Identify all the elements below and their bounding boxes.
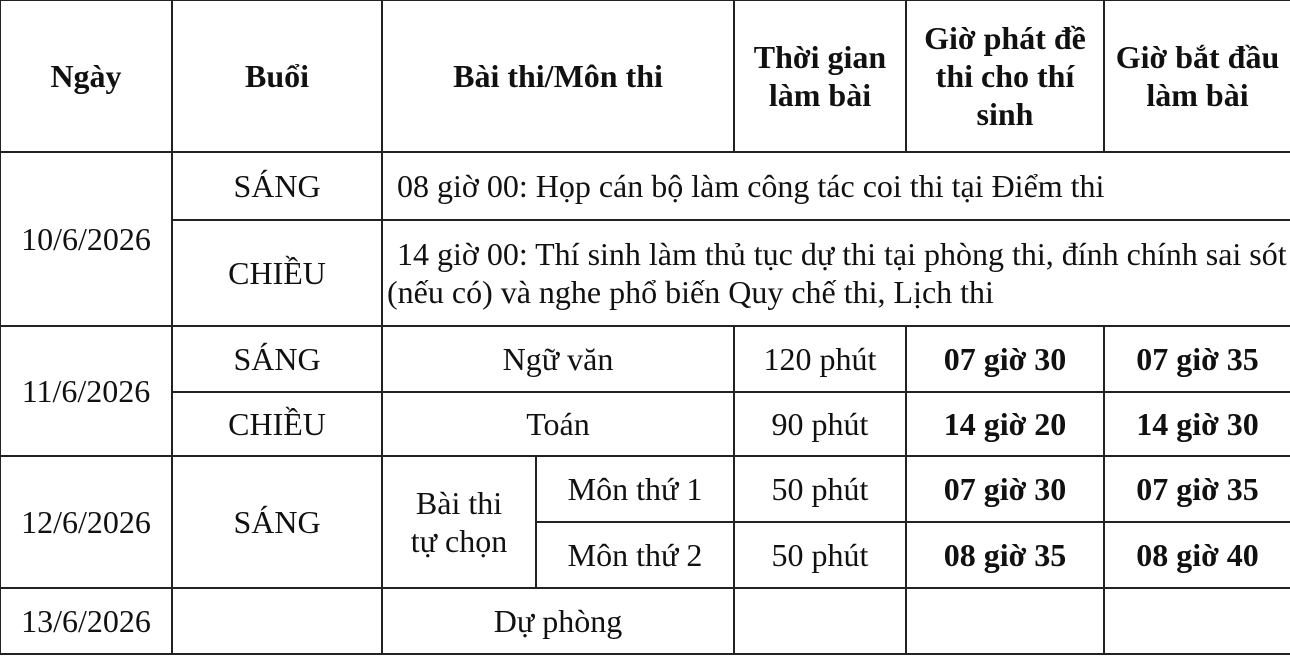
group-cell: Bài thi tự chọn [382, 456, 536, 588]
duration-cell: 50 phút [734, 456, 906, 522]
distribute-time-cell: 07 giờ 30 [906, 326, 1104, 392]
empty-cell [906, 588, 1104, 654]
date-cell: 12/6/2026 [0, 456, 172, 588]
header-gio-phat-de: Giờ phát đề thi cho thí sinh [906, 0, 1104, 152]
start-time-cell: 14 giờ 30 [1104, 392, 1290, 456]
session-cell: CHIỀU [172, 392, 382, 456]
distribute-time-cell: 14 giờ 20 [906, 392, 1104, 456]
note-cell: 08 giờ 00: Họp cán bộ làm công tác coi thi tại Điểm thi [382, 152, 1290, 220]
header-row [0, 0, 1290, 152]
subject-cell: Ngữ văn [382, 326, 734, 392]
session-cell: SÁNG [172, 456, 382, 588]
duration-cell: 90 phút [734, 392, 906, 456]
distribute-time-cell: 07 giờ 30 [906, 456, 1104, 522]
duration-cell: 50 phút [734, 522, 906, 588]
session-cell: SÁNG [172, 152, 382, 220]
date-cell: 10/6/2026 [0, 152, 172, 326]
start-time-cell: 07 giờ 35 [1104, 456, 1290, 522]
table-row [0, 392, 1290, 456]
start-time-cell: 08 giờ 40 [1104, 522, 1290, 588]
subject-cell: Môn thứ 1 [536, 456, 734, 522]
header-ngay: Ngày [0, 0, 172, 152]
table-row [0, 326, 1290, 392]
session-cell: SÁNG [172, 326, 382, 392]
empty-cell [734, 588, 906, 654]
date-cell: 13/6/2026 [0, 588, 172, 654]
header-buoi: Buổi [172, 0, 382, 152]
header-thoi-gian: Thời gian làm bài [734, 0, 906, 152]
session-cell: CHIỀU [172, 220, 382, 326]
date-cell: 11/6/2026 [0, 326, 172, 456]
duration-cell: 120 phút [734, 326, 906, 392]
table-row [0, 456, 1290, 522]
subject-cell: Toán [382, 392, 734, 456]
empty-cell [172, 588, 382, 654]
table-row [0, 152, 1290, 220]
table-row [0, 220, 1290, 326]
empty-cell [1104, 588, 1290, 654]
header-gio-bat-dau: Giờ bắt đầu làm bài [1104, 0, 1290, 152]
header-bai-thi: Bài thi/Môn thi [382, 0, 734, 152]
start-time-cell: 07 giờ 35 [1104, 326, 1290, 392]
subject-cell: Dự phòng [382, 588, 734, 654]
table-row [0, 588, 1290, 654]
subject-cell: Môn thứ 2 [536, 522, 734, 588]
distribute-time-cell: 08 giờ 35 [906, 522, 1104, 588]
note-cell: 14 giờ 00: Thí sinh làm thủ tục dự thi tại phòng thi, đính chính sai sót (nếu có) và nghe phổ biến Quy chế thi, Lịch thi [382, 220, 1290, 326]
